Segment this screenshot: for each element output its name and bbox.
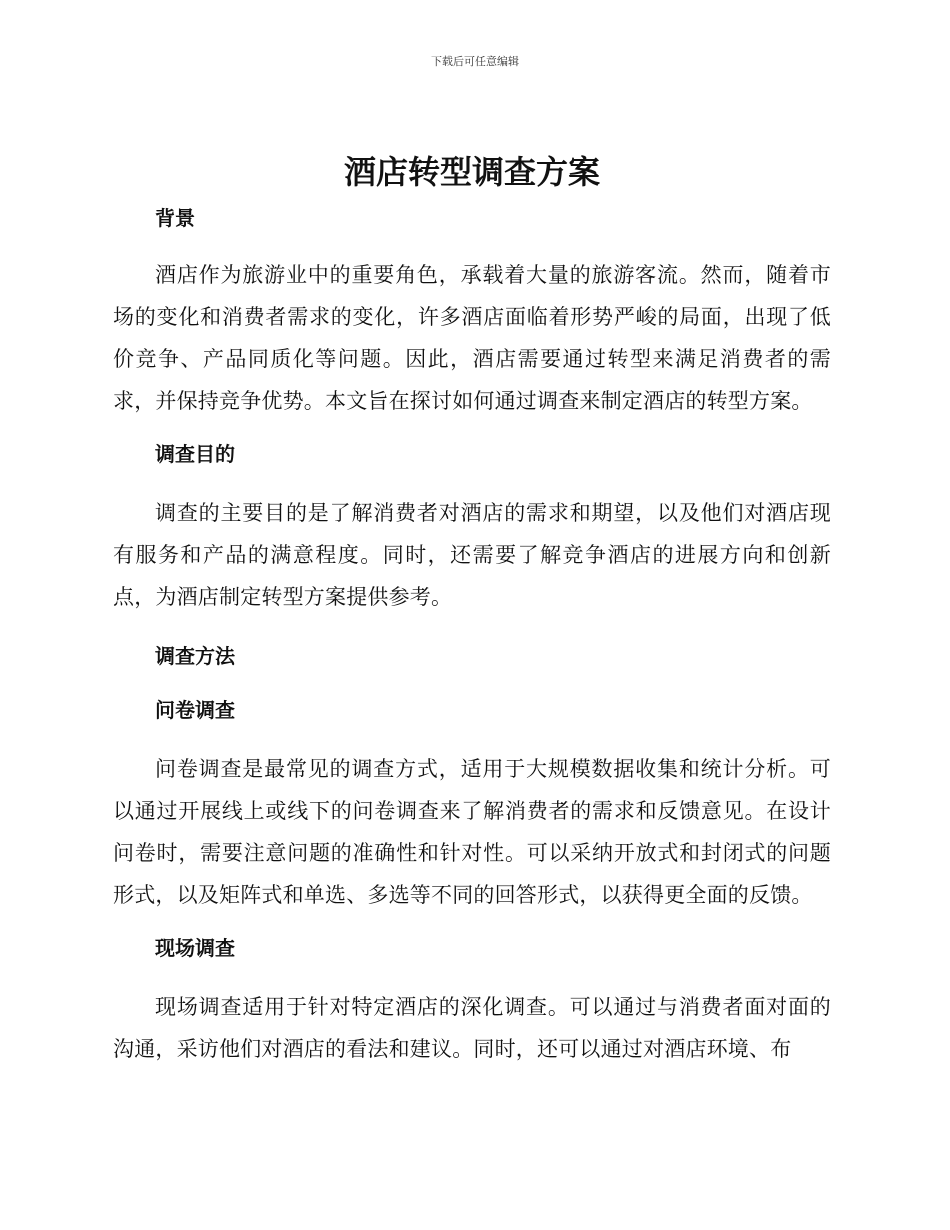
document-title: 酒店转型调查方案 (343, 153, 600, 191)
document-body (113, 148, 831, 1070)
section-heading-methods: 调查方法 (155, 644, 235, 668)
section-heading-background: 背景 (155, 206, 195, 230)
section-heading-field-survey: 现场调查 (155, 936, 235, 960)
page-header-note: 下载后可任意编辑 (431, 55, 519, 68)
section-heading-purpose: 调查目的 (155, 442, 235, 466)
paragraph-background: 酒店作为旅游业中的重要角色，承载着大量的旅游客流。然而，随着市场的变化和消费者需求的变化，许多酒店面临着形势严峻的局面，出现了低价竞争、产品同质化等问题。因此，酒店需要通过转型来满足消费者的需求，并保持竞争优势。本文旨在探讨如何通过调查来制定酒店的转型方案。 (113, 263, 831, 413)
paragraph-field-survey: 现场调查适用于针对特定酒店的深化调查。可以通过与消费者面对面的沟通，采访他们对酒店的看法和建议。同时，还可以通过对酒店环境、布 (113, 995, 831, 1061)
paragraph-questionnaire: 问卷调查是最常见的调查方式，适用于大规模数据收集和统计分析。可以通过开展线上或线下的问卷调查来了解消费者的需求和反馈意见。在设计问卷时，需要注意问题的准确性和针对性。可以采纳开放式和封闭式的问题形式，以及矩阵式和单选、多选等不同的回答形式，以获得更全面的反馈。 (113, 757, 831, 907)
paragraph-purpose: 调查的主要目的是了解消费者对酒店的需求和期望，以及他们对酒店现有服务和产品的满意程度。同时，还需要了解竞争酒店的进展方向和创新点，为酒店制定转型方案提供参考。 (113, 501, 831, 609)
section-heading-questionnaire: 问卷调查 (155, 698, 235, 722)
